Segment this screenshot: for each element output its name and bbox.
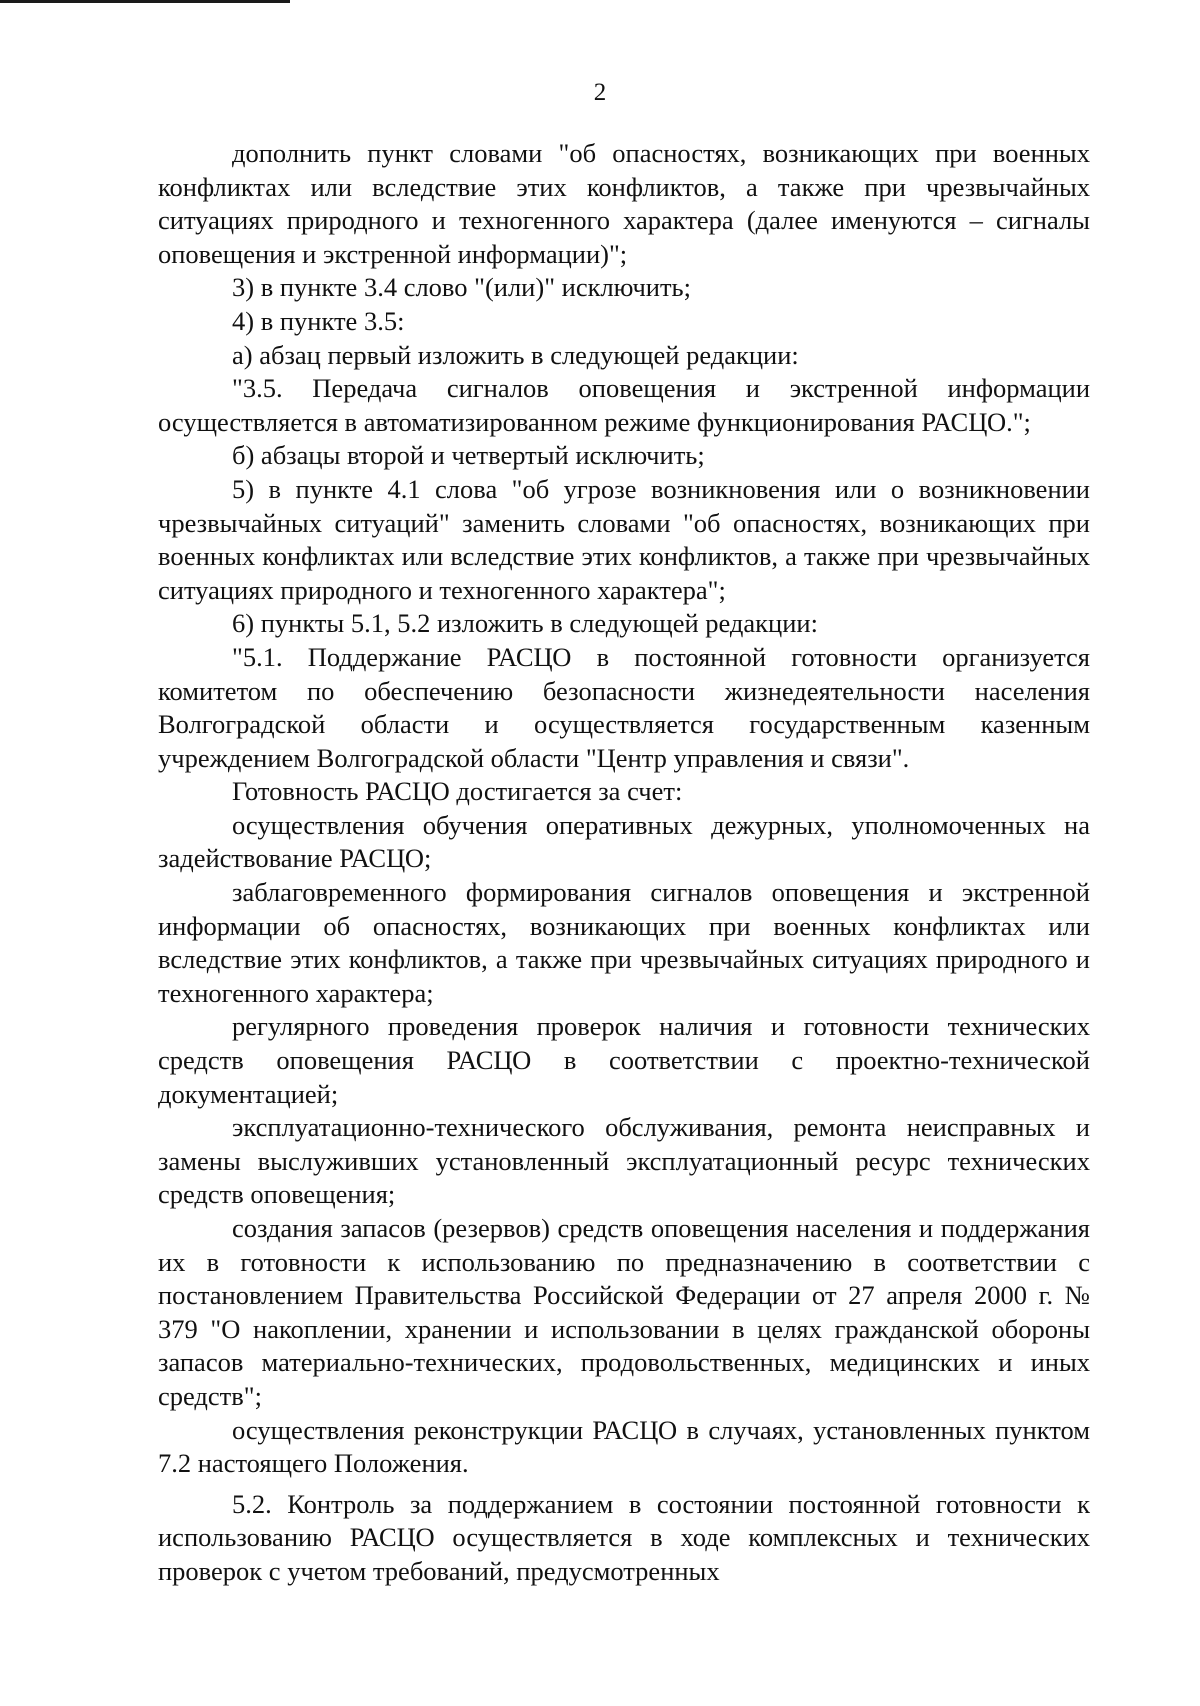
paragraph: а) абзац первый изложить в следующей редакции: <box>232 339 799 370</box>
paragraph: 5.2. Контроль за поддержанием в состоянии постоянной готовности к использованию РАСЦО осуществляется в ходе комплексных и технических проверок с учетом требований, предусмотренных <box>158 1488 1090 1586</box>
paragraph: эксплуатационно-технического обслуживания, ремонта неисправных и замены выслуживших установленный эксплуатационный ресурс технических средств оповещения; <box>158 1112 1090 1210</box>
paragraph: заблаговременного формирования сигналов оповещения и экстренной информации об опасностях, возникающих при военных конфликтах или вследствие этих конфликтов, а также при чрезвычайных ситуациях природного и техногенного характера; <box>158 877 1090 1008</box>
paragraph: 3) в пункте 3.4 слово "(или)" исключить; <box>232 272 692 303</box>
paragraph: "3.5. Передача сигналов оповещения и экстренной информации осуществляется в автоматизированном режиме функционирования РАСЦО."; <box>158 373 1090 437</box>
paragraph: осуществления обучения оперативных дежурных, уполномоченных на задействование РАСЦО; <box>158 809 1090 874</box>
paragraph: создания запасов (резервов) средств оповещения населения и поддержания их в готовности к использованию по предназначению в соответствии с постановлением Правительства Российской Федерации от 27 апреля 2000 г. № 379 "О накоплении, хранении и использовании в целях гражданской обороны запасов материально-технических, продовольственных, медицинских и иных средств"; <box>158 1213 1090 1411</box>
document-body <box>158 137 1090 1589</box>
page-number: 2 <box>593 79 607 106</box>
paragraph: б) абзацы второй и четвертый исключить; <box>232 440 705 471</box>
paragraph: осуществления реконструкции РАСЦО в случаях, установленных пунктом 7.2 настоящего Положения. <box>158 1414 1090 1479</box>
paragraph: 5) в пункте 4.1 слова "об угрозе возникновения или о возникновении чрезвычайных ситуаций" заменить словами "об опасностях, возникающих при военных конфликтах или вследствие этих конфликтов, а также при чрезвычайных ситуациях природного и техногенного характера"; <box>158 473 1090 605</box>
paragraph: регулярного проведения проверок наличия и готовности технических средств оповещения РАСЦО в соответствии с проектно-технической документацией; <box>158 1011 1090 1109</box>
paragraph: 4) в пункте 3.5: <box>232 305 405 336</box>
paragraph: 6) пункты 5.1, 5.2 изложить в следующей редакции: <box>232 608 818 639</box>
paragraph: "5.1. Поддержание РАСЦО в постоянной готовности организуется комитетом по обеспечению безопасности жизнедеятельности населения Волгоградской области и осуществляется государственным казенным учреждением Волгоградской области "Центр управления и связи". <box>158 641 1090 773</box>
top-rule <box>0 0 290 3</box>
paragraph: Готовность РАСЦО достигается за счет: <box>232 776 683 807</box>
paragraph: дополнить пункт словами "об опасностях, возникающих при военных конфликтах или вследствие этих конфликтов, а также при чрезвычайных ситуациях природного и техногенного характера (далее именуются – сигналы оповещения и экстренной информации)"; <box>158 138 1090 269</box>
